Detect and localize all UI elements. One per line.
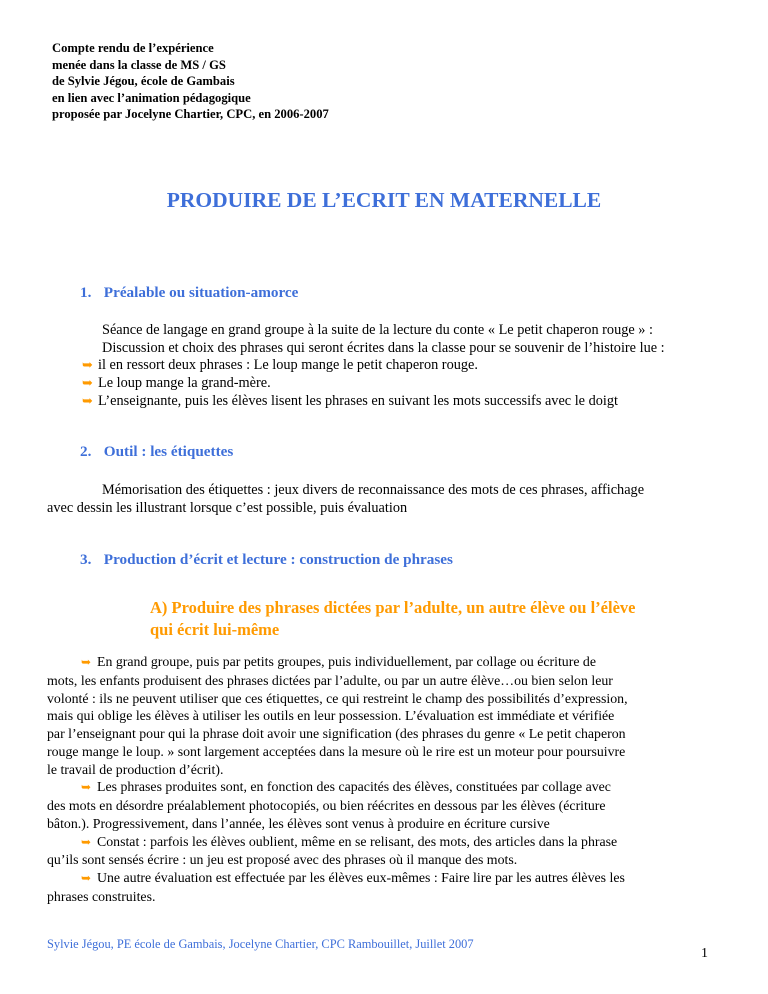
body-line: phrases construites. <box>47 888 156 904</box>
section-2-heading <box>80 443 233 461</box>
arrow-bullet-icon: ➥ <box>81 780 92 795</box>
body-line: bâton.). Progressivement, dans l’année, les élèves sont venus à produire en écriture cursive <box>47 815 550 831</box>
paragraph-line: avec dessin les illustrant lorsque c’est possible, puis évaluation <box>47 499 408 516</box>
subheading-line: A) Produire des phrases dictées par l’adulte, un autre élève ou l’élève <box>150 598 636 617</box>
header-line: de Sylvie Jégou, école de Gambais <box>52 74 235 88</box>
body-line: qu’ils sont sensés écrire : un jeu est proposé avec des phrases où il manque des mots. <box>47 852 518 868</box>
body-line: ➥ Les phrases produites sont, en fonction des capacités des élèves, constituées par collage avec <box>47 778 719 797</box>
body-line: le travail de production d’écrit). <box>47 761 224 777</box>
body-line: mots, les enfants produisent des phrases dictées par l’adulte, ou par un autre élève…ou bien selon leur <box>47 672 613 688</box>
header-line: en lien avec l’animation pédagogique <box>52 90 251 105</box>
page-number: 1 <box>701 946 708 961</box>
document-title: PRODUIRE DE L’ECRIT EN MATERNELLE <box>166 188 602 212</box>
bullet-item: ➥ L’enseignante, puis les élèves lisent les phrases en suivant les mots successifs avec le doigt <box>82 393 618 409</box>
header-line: menée dans la classe de MS / GS <box>52 57 226 72</box>
section-title: Outil : les étiquettes <box>103 443 234 460</box>
bullet-item: ➥ Le loup mange la grand-mère. <box>82 375 271 391</box>
body-line: rouge mange le loup. » sont largement acceptées dans la mesure où le rire est un moteur pour poursuivre <box>47 743 626 759</box>
paragraph-line: Discussion et choix des phrases qui seront écrites dans la classe pour se souvenir de l’histoire lue : <box>102 339 665 356</box>
subheading-line: qui écrit lui-même <box>150 620 280 639</box>
section-3-heading <box>80 551 453 569</box>
section-2-text <box>47 482 644 517</box>
section-1-text <box>102 322 665 357</box>
body-line: ➥ Une autre évaluation est effectuée par les élèves eux-mêmes : Faire lire par les autres élèves les <box>47 869 719 888</box>
section-title: Production d’écrit et lecture : construction de phrases <box>103 551 453 568</box>
section-title: Préalable ou situation-amorce <box>103 284 299 301</box>
section-number: 2. <box>80 443 92 460</box>
arrow-bullet-icon: ➥ <box>81 834 92 849</box>
body-line: des mots en désordre préalablement photocopiés, ou bien réécrites en dessous par les élèves (écriture <box>47 798 606 813</box>
subsection-a-heading <box>150 597 636 641</box>
section-number: 3. <box>80 551 92 568</box>
paragraph-line: Mémorisation des étiquettes : jeux divers de reconnaissance des mots de ces phrases, affichage <box>102 482 645 498</box>
section-3-body <box>47 653 719 906</box>
arrow-bullet-icon: ➥ <box>81 655 92 669</box>
arrow-bullet-icon: ➥ <box>82 357 93 372</box>
body-line: ➥ Constat : parfois les élèves oublient, même en se relisant, des mots, des articles dans la phrase <box>47 833 719 852</box>
arrow-bullet-icon: ➥ <box>81 871 92 885</box>
arrow-bullet-icon: ➥ <box>82 393 93 408</box>
body-line: par l’enseignant pour qui la phrase doit avoir une signification (des phrases du genre « Le petit chaperon <box>47 726 626 741</box>
bullet-item: ➥ il en ressort deux phrases : Le loup mange le petit chaperon rouge. <box>82 357 478 373</box>
section-number: 1. <box>80 284 92 301</box>
section-1-heading <box>80 284 298 302</box>
header-line: proposée par Jocelyne Chartier, CPC, en 2006-2007 <box>52 107 329 121</box>
report-header <box>52 40 329 123</box>
paragraph-line: Séance de langage en grand groupe à la suite de la lecture du conte « Le petit chaperon rouge » : <box>102 322 653 338</box>
arrow-bullet-icon: ➥ <box>82 375 93 390</box>
page-footer: Sylvie Jégou, PE école de Gambais, Jocelyne Chartier, CPC Rambouillet, Juillet 2007 <box>47 937 474 951</box>
body-line: ➥ En grand groupe, puis par petits groupes, puis individuellement, par collage ou écriture de <box>47 653 719 672</box>
body-line: volonté : ils ne peuvent utiliser que ces étiquettes, ce qui restreint le champ des possibilités d’expression, <box>47 690 628 706</box>
body-line: mais qui oblige les élèves à utiliser les outils en leur possession. L’évaluation est immédiate et vérifiée <box>47 708 615 724</box>
header-line: Compte rendu de l’expérience <box>52 41 214 55</box>
